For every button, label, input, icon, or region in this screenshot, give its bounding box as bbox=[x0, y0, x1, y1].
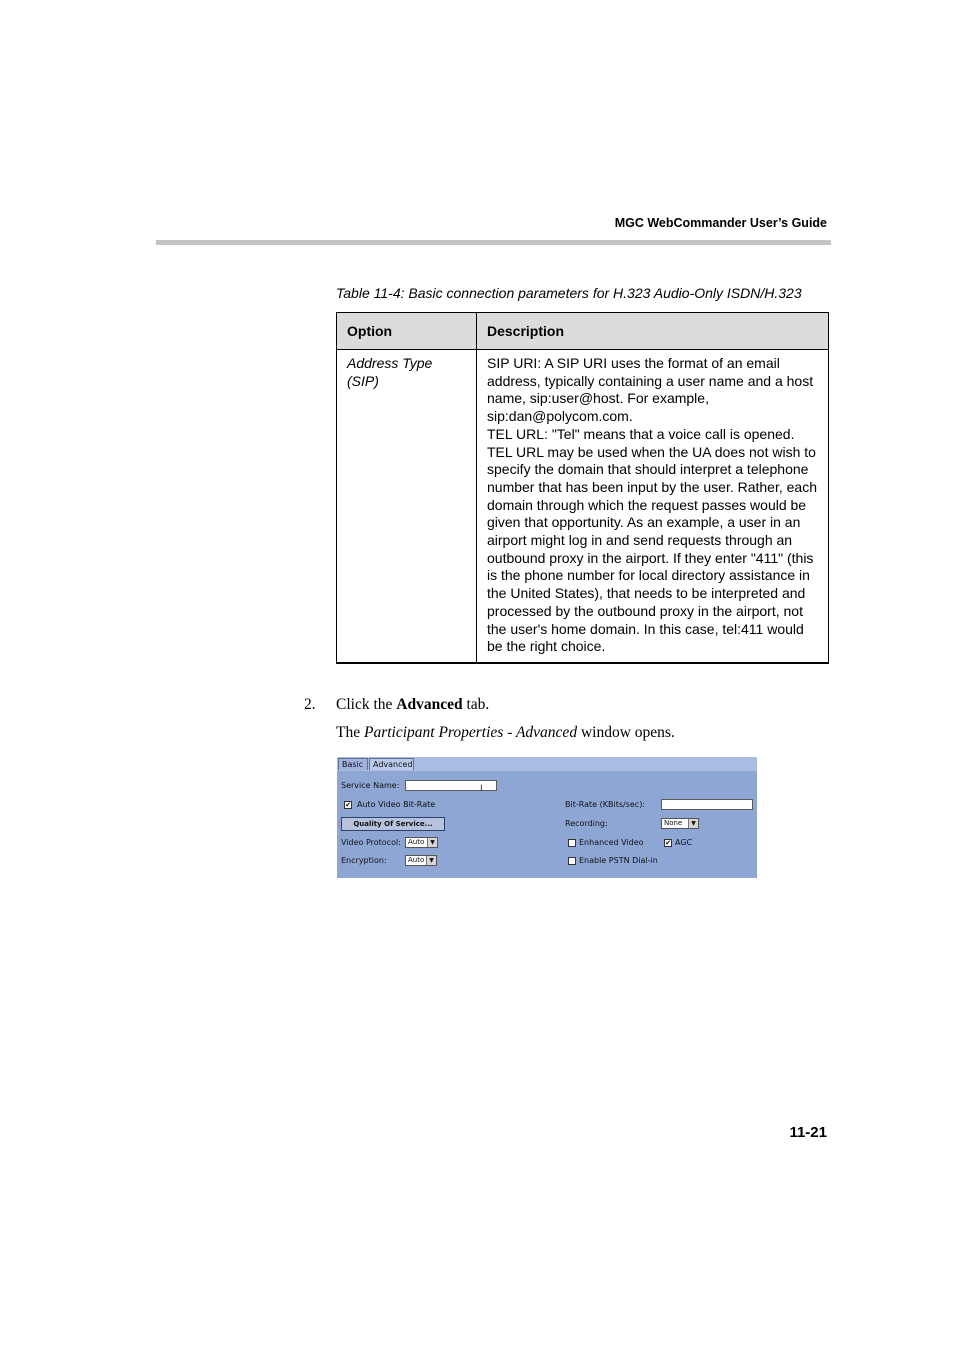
description-sip-uri: SIP URI: A SIP URI uses the format of an email address, typically containing a user name and a host name, sip:user@host. For example, sip:dan@polycom.com. bbox=[487, 355, 814, 425]
enhanced-video-label: Enhanced Video bbox=[579, 838, 644, 847]
text-cursor-icon: I bbox=[480, 784, 483, 794]
service-name-label: Service Name: bbox=[341, 781, 400, 790]
enable-pstn-dialin-label: Enable PSTN Dial-in bbox=[579, 856, 658, 865]
chevron-down-icon: ▼ bbox=[426, 856, 436, 865]
encryption-select[interactable] bbox=[405, 855, 437, 866]
agc-checkbox[interactable]: ✔ bbox=[665, 839, 671, 847]
step-note-italic: Participant Properties - Advanced bbox=[363, 724, 578, 741]
agc-label: AGC bbox=[675, 838, 693, 847]
running-head: MGC WebCommander User’s Guide bbox=[614, 216, 827, 230]
step-2 bbox=[304, 696, 489, 714]
step-text-bold: Advanced bbox=[396, 696, 463, 713]
chevron-down-icon: ▼ bbox=[427, 838, 437, 847]
recording-select[interactable] bbox=[661, 818, 699, 829]
description-tel-url: TEL URL: "Tel" means that a voice call is opened. TEL URL may be used when the UA does not wish to specify the domain that should interpret a telephone number that has been input by the user. Rather, each domain through which the request passes would be given that opportunity. As an example, a user in an airport might log in and send requests through an outbound proxy in the airport. If they enter "411" (this is the phone number for local directory assistance in the United States), that needs to be interpreted and processed by the outbound proxy in the airport, not the user's home domain. In this case, tel:411 would be the right choice. bbox=[487, 425, 817, 655]
step-text-after: tab. bbox=[462, 696, 490, 713]
video-protocol-label: Video Protocol: bbox=[341, 838, 401, 847]
participant-properties-advanced-window bbox=[337, 757, 757, 878]
step-note-before: The bbox=[336, 724, 364, 741]
table-row bbox=[337, 350, 829, 663]
recording-value: None bbox=[664, 819, 683, 827]
step-note bbox=[336, 724, 675, 742]
auto-video-bitrate-checkbox[interactable]: ✔ bbox=[345, 801, 351, 809]
encryption-label: Encryption: bbox=[341, 856, 387, 865]
step-note-after: window opens. bbox=[577, 724, 675, 741]
video-protocol-select[interactable] bbox=[405, 837, 438, 848]
parameters-table bbox=[336, 312, 829, 664]
bitrate-input[interactable] bbox=[661, 799, 753, 810]
header-rule bbox=[156, 240, 831, 245]
enhanced-video-checkbox[interactable] bbox=[568, 839, 576, 847]
enable-pstn-dialin-checkbox[interactable] bbox=[568, 857, 576, 865]
encryption-value: Auto bbox=[408, 856, 425, 864]
column-header-description: Description bbox=[477, 313, 829, 350]
bitrate-label: Bit-Rate (KBits/sec): bbox=[565, 800, 646, 809]
service-name-input[interactable] bbox=[405, 780, 497, 791]
quality-of-service-button[interactable]: Quality Of Service... bbox=[341, 817, 445, 831]
table-header-row bbox=[337, 313, 829, 350]
page-number: 11-21 bbox=[789, 1124, 827, 1141]
step-text-before: Click the bbox=[336, 696, 397, 713]
step-number: 2. bbox=[304, 696, 316, 713]
recording-label: Recording: bbox=[565, 819, 608, 828]
chevron-down-icon: ▼ bbox=[688, 819, 698, 828]
tab-basic[interactable]: Basic bbox=[338, 758, 368, 770]
option-cell: Address Type (SIP) bbox=[337, 350, 477, 663]
auto-video-bitrate-label: Auto Video Bit-Rate bbox=[357, 800, 436, 809]
column-header-option: Option bbox=[337, 313, 477, 350]
video-protocol-value: Auto bbox=[408, 838, 425, 846]
tab-advanced[interactable]: Advanced bbox=[369, 758, 414, 770]
table-caption: Table 11-4: Basic connection parameters for H.323 Audio-Only ISDN/H.323 bbox=[336, 285, 802, 301]
description-cell bbox=[477, 350, 829, 663]
